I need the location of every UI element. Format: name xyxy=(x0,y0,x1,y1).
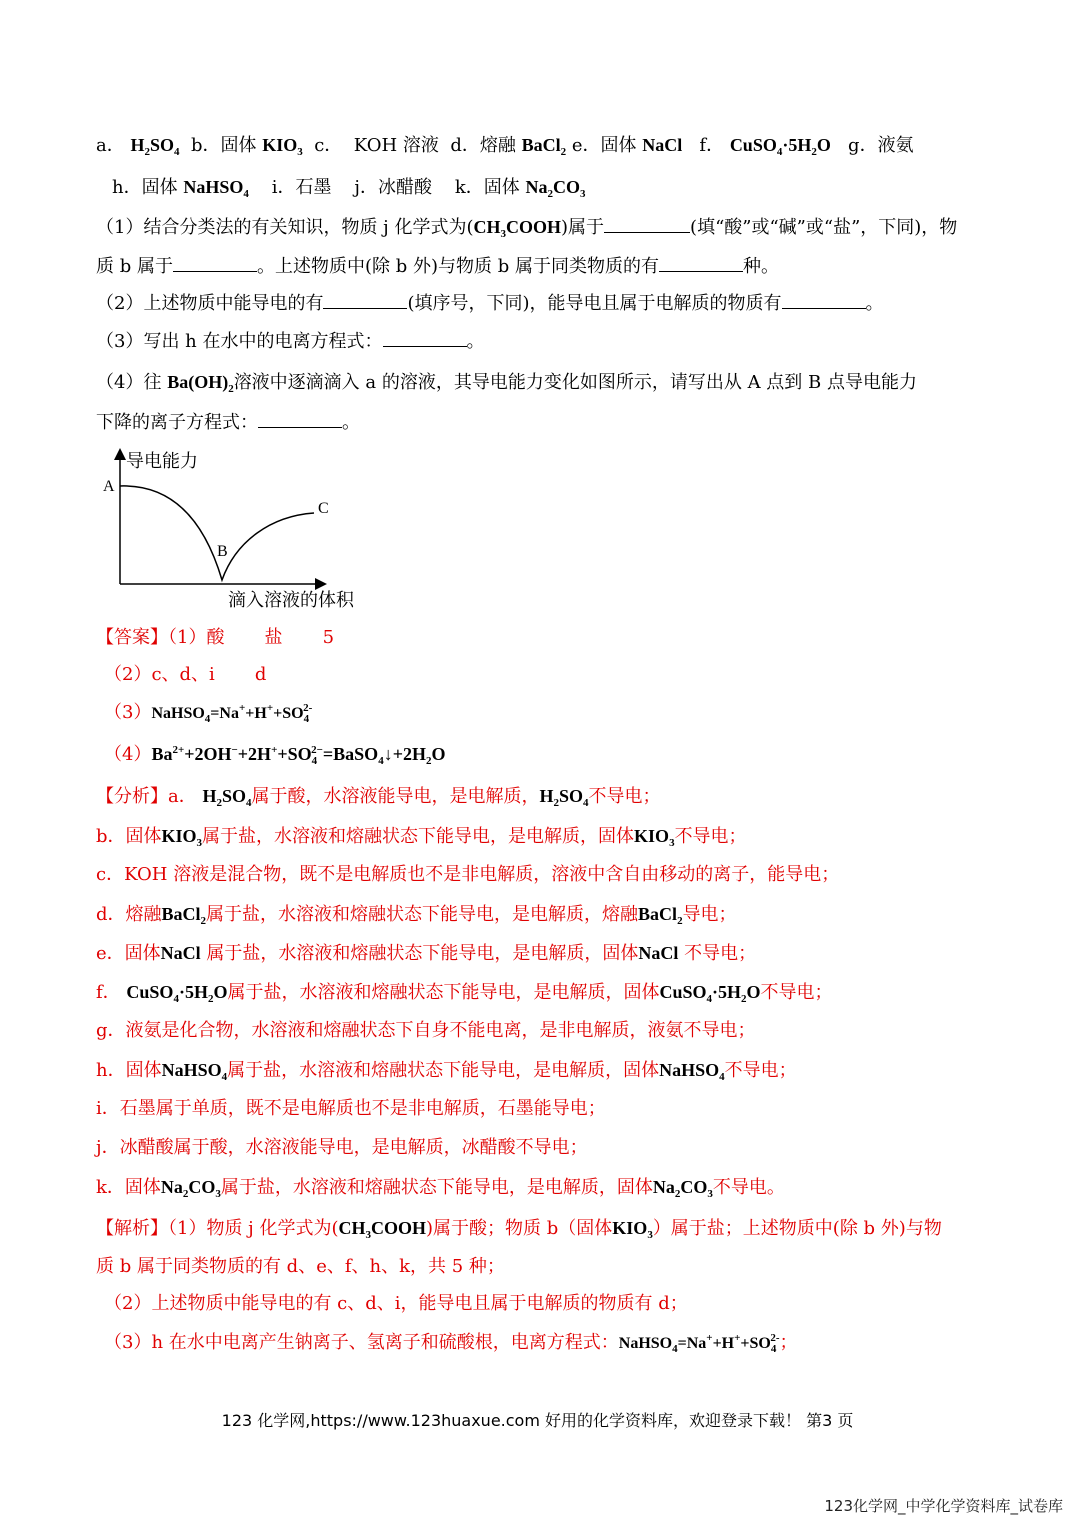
conductivity-chart xyxy=(96,446,376,616)
analysis-j: j．冰醋酸属于酸，水溶液能导电，是电解质，冰醋酸不导电； xyxy=(96,1137,588,1158)
watermark: 123化学网_中学化学资料库_试卷库 xyxy=(824,1497,1063,1515)
question-2: （2）上述物质中能导电的有 (填序号，下同)，能导电且属于电解质的物质有 。 xyxy=(96,293,884,314)
options-line-2: h．固体 NaHSO$_4$ i．石墨 j．冰醋酸 k．固体 $Na_2CO_3$ xyxy=(112,177,586,200)
analysis-k: k．固体$Na_2CO_3$属于盐，水溶液和熔融状态下能导电，是电解质，固体$Na_2CO_3$不导电。 xyxy=(96,1177,785,1200)
analysis-d: d．熔融BaCl$_2$属于盐，水溶液和熔融状态下能导电，是电解质，熔融BaCl$_2$导电； xyxy=(96,904,737,927)
solution-1: 【解析】（1）物质 j 化学式为$(CH_3COOH)$属于酸；物质 b（固体$KIO_3$）属于盐；上述物质中(除 b 外)与物 xyxy=(96,1218,942,1241)
page-footer: 123 化学网,https://www.123huaxue.com 好用的化学资料库，欢迎登录下载！ 第3 页 xyxy=(221,1411,854,1430)
solution-2: （2）上述物质中能导电的有 c、d、i，能导电且属于电解质的物质有 d； xyxy=(104,1293,688,1314)
options-line-1: a． $H_2SO_4$ b．固体 $KIO_3$ c． KOH 溶液 d．熔融 BaCl$_2$ e．固体 NaCl f． $CuSO_4\cdot 5H_2O$ g．液氨 xyxy=(96,135,914,158)
y-axis-label: 导电能力 xyxy=(126,451,198,472)
analysis-b: b．固体$KIO_3$属于盐，水溶液和熔融状态下能导电，是电解质，固体$KIO_3$不导电； xyxy=(96,826,747,849)
answer-1: 【答案】（1）酸 盐 5 xyxy=(96,627,335,648)
question-4: （4）往 $Ba(OH)_2$溶液中逐滴滴入 a 的溶液，其导电能力变化如图所示，请写出从 A 点到 B 点导电能力 xyxy=(96,372,917,395)
solution-3: （3）h 在水中电离产生钠离子、氢离子和硫酸根，电离方程式：$NaHSO_4=Na^++H^++SO_4^{2-}$； xyxy=(104,1332,798,1355)
answer-2: （2）c、d、i d xyxy=(104,664,267,685)
solution-1-line-2: 质 b 属于同类物质的有 d、e、f、h、k，共 5 种； xyxy=(96,1256,505,1277)
analysis-f: f． $CuSO_4\cdot 5H_2O$属于盐，水溶液和熔融状态下能导电，是电解质，固体$CuSO_4\cdot 5H_2O$不导电； xyxy=(96,982,833,1005)
analysis-c: c．KOH 溶液是混合物，既不是电解质也不是非电解质，溶液中含自由移动的离子，能导电； xyxy=(96,864,840,885)
analysis-h: h．固体NaHSO$_4$属于盐，水溶液和熔融状态下能导电，是电解质，固体NaHSO$_4$不导电； xyxy=(96,1060,797,1083)
analysis-i: i．石墨属于单质，既不是电解质也不是非电解质，石墨能导电； xyxy=(96,1098,606,1119)
answer-3: $(3)NaHSO_4=Na^++H^++SO_4^{2-}$ xyxy=(104,702,313,725)
conductivity-curve xyxy=(120,486,314,580)
analysis-a: 【分析】a． $H_2SO_4$属于酸，水溶液能导电，是电解质，$H_2SO_4$不导电； xyxy=(96,786,661,809)
point-a-label: A xyxy=(103,478,115,495)
question-1: （1）结合分类法的有关知识，物质 j 化学式为$(CH_3COOH)$属于 (填“酸”或“碱”或“盐”，下同)，物 xyxy=(96,217,958,240)
question-1-line-2: 质 b 属于 。上述物质中(除 b 外)与物质 b 属于同类物质的有 种。 xyxy=(96,256,779,277)
question-3: （3）写出 h 在水中的电离方程式： 。 xyxy=(96,331,485,352)
answer-4: $(4)Ba^{2+}+2OH^-+2H^++SO_4^{2-}=BaSO_4↓+2H_2O$ xyxy=(104,744,446,767)
point-c-label: C xyxy=(318,500,329,517)
question-4-line-2: 下降的离子方程式： 。 xyxy=(96,412,360,433)
x-axis-label: 滴入溶液的体积 xyxy=(228,590,354,611)
analysis-e: e．固体NaCl 属于盐，水溶液和熔融状态下能导电，是电解质，固体NaCl 不导电； xyxy=(96,943,757,964)
point-b-label: B xyxy=(217,543,228,560)
analysis-g: g．液氨是化合物，水溶液和熔融状态下自身不能电离，是非电解质，液氨不导电； xyxy=(96,1020,756,1041)
